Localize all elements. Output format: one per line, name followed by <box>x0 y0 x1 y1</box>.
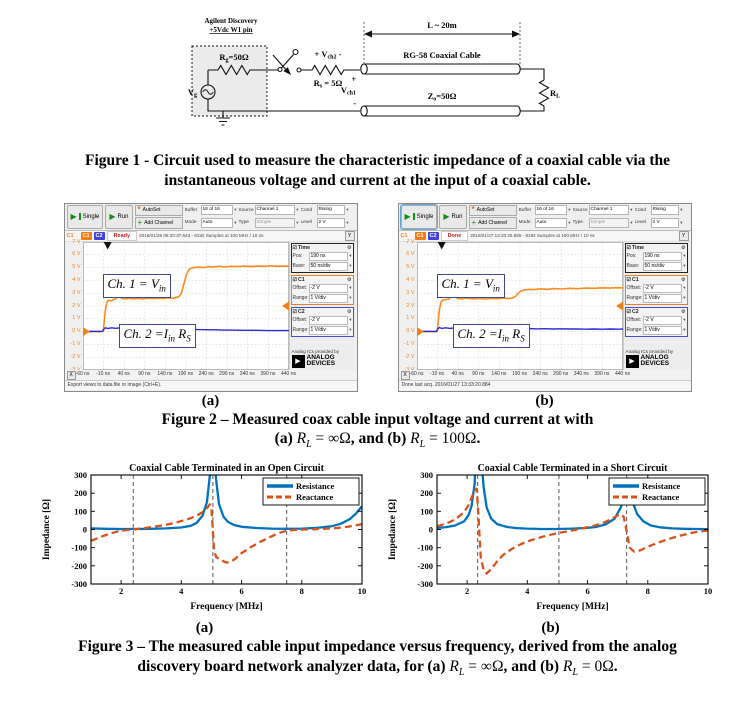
analog-devices-branding: Analog ICs provided by ▶ ANALOG DEVICES <box>291 348 339 368</box>
source-field: Source Channel 1 ▾ <box>239 205 299 217</box>
scope-status-row <box>65 231 357 242</box>
vch2-label: + Vch2 - <box>314 49 341 61</box>
figure3b-label: (b) <box>541 620 560 637</box>
ch1-label-box: Ch. $1 = V_{in}$ <box>103 274 171 299</box>
autoset-button: * AutoSet <box>469 205 517 217</box>
dropdown-icon: ▾ <box>349 317 352 323</box>
y-axis-tick-label: 0 V <box>72 328 81 335</box>
x-axis-tick-label: 290 ns <box>553 371 569 378</box>
tab-c1: C1 <box>82 232 90 239</box>
figure1-caption-line2: instantaneous voltage and current at the input of a coaxial cable. <box>164 171 591 189</box>
y-tick-label: 100 <box>73 506 87 517</box>
dropdown-icon: ▾ <box>296 207 299 213</box>
x-axis-tick-label: 40 ns <box>451 371 464 378</box>
coax-bottom-conductor <box>364 106 520 116</box>
x-axis-tick-label: 190 ns <box>511 371 528 378</box>
run-icon: ▶ <box>443 211 450 221</box>
single-icon: ▶ <box>70 211 77 221</box>
x-axis-button: X <box>401 371 410 380</box>
scope-status-row <box>399 231 691 242</box>
y-tick-label: 300 <box>419 470 433 481</box>
type-field: Type Simple ▾ <box>573 217 633 229</box>
ch2-range-field: Range: 1 V/div ▾ <box>626 326 686 334</box>
y-axis-tick-label: 0 V <box>406 328 415 335</box>
dropdown-icon: ▾ <box>683 263 686 269</box>
dropdown-icon: ▾ <box>683 327 686 333</box>
checkbox-icon: ☑ <box>292 276 297 283</box>
y-tick-label: -100 <box>70 543 87 554</box>
gear-icon: ⚙ <box>681 308 686 315</box>
tab-c2: C2 <box>95 232 103 239</box>
x-axis-tick-label: -60 ns <box>75 371 90 378</box>
zo-label: Zo=50Ω <box>427 91 456 103</box>
time-base-field: Base: 50 ns/div ▾ <box>292 262 352 270</box>
y-tick-label: -100 <box>416 543 433 554</box>
chart-ylabel: Impedance [Ω] <box>41 499 52 561</box>
y-axis-tick-label: -1 V <box>70 341 81 348</box>
legend-reactance-label: Reactance <box>295 492 333 503</box>
run-icon: ▶ <box>109 211 116 221</box>
scope-y-axis-labels <box>399 238 417 370</box>
gear-icon: ⚙ <box>347 244 352 251</box>
rs-resistor <box>301 66 360 75</box>
open-circuit-impedance-chart <box>39 462 371 614</box>
acquisition-state: Ready <box>107 231 138 241</box>
single-icon-bar <box>413 213 415 220</box>
y-axis-tick-label: 2 V <box>406 302 415 309</box>
y-axis-tick-label: 7 V <box>72 238 81 245</box>
ch2-label-box: Ch. $2 =I_{in}$ $R_S$ <box>453 324 530 349</box>
figure2a-label: (a) <box>201 392 220 409</box>
gear-icon: ⚙ <box>347 276 352 283</box>
y-axis-tick-label: 3 V <box>406 289 415 296</box>
x-axis-button: X <box>67 371 76 380</box>
autoset-icon: * <box>137 205 141 215</box>
vg-label: Vg <box>187 87 197 99</box>
dropdown-icon: ▾ <box>349 263 352 269</box>
x-axis-tick-label: 290 ns <box>219 371 235 378</box>
time-base-field: Base: 50 ns/div ▾ <box>626 262 686 270</box>
dropdown-icon: ▾ <box>234 207 237 213</box>
y-axis-tick-label: -1 V <box>404 341 415 348</box>
x-axis-tick-label: 190 ns <box>177 371 194 378</box>
scope-settings-panel <box>623 242 689 370</box>
scope-statusbar: Done last acq. 2016/01/27 13:33:20.884 <box>399 380 691 390</box>
ch2-range-field: Range: 1 V/div ▾ <box>292 326 352 334</box>
autoset-button: * AutoSet <box>135 205 183 217</box>
x-axis-tick-label: 140 ns <box>491 371 507 378</box>
figure2-row <box>0 203 755 410</box>
figure3-caption-line2: discovery board network analyzer data, for (a) $R_L = \infty\Omega$, and (b) $R_L = 0\Omega$. <box>137 658 618 679</box>
x-axis-tick-label: -60 ns <box>409 371 424 378</box>
x-tick-label: 2 <box>464 586 469 597</box>
single-button: ▶ Single <box>401 205 438 229</box>
single-button: ▶ Single <box>67 205 104 229</box>
vch1-minus: - <box>352 99 356 108</box>
figure3a-label: (a) <box>195 620 214 637</box>
scope-statusbar: Export views to data file or image (Ctrl+E). <box>65 380 357 390</box>
dropdown-icon: ▾ <box>349 253 352 259</box>
discovery-label-line2: +5Vdc W1 pin <box>208 26 253 34</box>
y-axis-button: Y <box>345 231 355 241</box>
gear-icon: ⚙ <box>681 244 686 251</box>
channel-axis-indicator: C1 <box>66 232 74 239</box>
y-tick-label: 100 <box>419 506 433 517</box>
scope-plot-area <box>417 242 623 370</box>
x-axis-tick-label: 390 ns <box>260 371 276 378</box>
legend-reactance-label: Reactance <box>641 492 679 503</box>
y-axis-tick-label: 2 V <box>72 302 81 309</box>
x-axis-tick-label: 240 ns <box>532 371 548 378</box>
x-axis-tick-label: 140 ns <box>157 371 173 378</box>
y-tick-label: 200 <box>419 488 433 499</box>
add-channel-button: + Add Channel <box>135 217 183 229</box>
switch-contact-left <box>278 68 282 72</box>
dropdown-icon: ▾ <box>346 219 349 225</box>
figure2-caption-line1: Figure 2 – Measured coax cable input voltage and current at with <box>161 410 594 428</box>
run-button: ▶ Run <box>439 205 466 229</box>
dropdown-icon: ▾ <box>683 317 686 323</box>
dropdown-icon: ▾ <box>349 295 352 301</box>
legend-resistance-label: Resistance <box>641 481 680 492</box>
y-tick-label: -200 <box>416 561 433 572</box>
acquisition-state: Done <box>441 231 469 241</box>
analog-devices-logo-icon: ▶ <box>292 355 305 368</box>
tab-c1: C1 <box>416 232 424 239</box>
x-axis-tick-label: -10 ns <box>96 371 111 378</box>
dropdown-icon: ▾ <box>683 295 686 301</box>
autoset-icon: * <box>471 205 475 215</box>
y-axis-tick-label: 7 V <box>406 238 415 245</box>
dropdown-icon: ▾ <box>346 207 349 213</box>
x-axis-tick-label: 390 ns <box>594 371 610 378</box>
time-position-field: Pos: 190 ns ▾ <box>292 252 352 260</box>
scope-y-axis-labels <box>65 238 83 370</box>
dropdown-icon: ▾ <box>349 285 352 291</box>
x-axis-tick-label: 340 ns <box>573 371 589 378</box>
chart-xlabel: Frequency [MHz] <box>189 602 263 613</box>
switch-contact-right <box>297 68 301 72</box>
channel1-settings-box: ☑ C1 ⚙ Offset: -2 V ▾ Range: 1 V/div ▾ <box>291 275 354 305</box>
add-channel-icon: + <box>471 217 477 227</box>
legend-resistance-label: Resistance <box>295 481 334 492</box>
ch1-range-field: Range: 1 V/div ▾ <box>626 294 686 302</box>
ch1-offset-field: Offset: -2 V ▾ <box>626 284 686 292</box>
scope-settings-panel <box>289 242 355 370</box>
dropdown-icon: ▾ <box>630 207 633 213</box>
figure3b-block <box>385 462 717 637</box>
analog-devices-logo-icon: ▶ <box>626 355 639 368</box>
scope-x-axis-labels <box>409 371 631 379</box>
ch2-label-box: Ch. $2 =I_{in}$ $R_S$ <box>119 324 196 349</box>
figure2b-label: (b) <box>535 392 554 409</box>
x-tick-label: 4 <box>524 586 529 597</box>
rg-label: Rg=50Ω <box>218 52 249 64</box>
x-axis-tick-label: 40 ns <box>117 371 130 378</box>
coax-top-conductor <box>364 64 520 74</box>
dropdown-icon: ▾ <box>349 327 352 333</box>
vch1-label: Vch1 <box>340 85 356 97</box>
y-tick-label: 0 <box>82 524 87 535</box>
buffer-field: Buffer 16 of 16 ▾ <box>185 205 237 217</box>
run-button: ▶ Run <box>105 205 132 229</box>
y-axis-tick-label: 5 V <box>406 264 415 271</box>
cond-field: Cond Rising ▾ <box>301 205 349 217</box>
y-tick-label: -300 <box>416 579 433 590</box>
figure3-caption-line1: Figure 3 – The measured cable input impedance versus frequency, derived from the analog <box>78 638 677 656</box>
y-axis-tick-label: 1 V <box>72 315 81 322</box>
level-field: Level 2 V ▾ <box>635 217 683 229</box>
y-axis-tick-label: 5 V <box>72 264 81 271</box>
channel2-settings-box: ☑ C2 ⚙ Offset: -2 V ▾ Range: 1 V/div ▾ <box>625 307 688 337</box>
single-icon: ▶ <box>404 211 411 221</box>
x-tick-label: 10 <box>703 586 712 597</box>
y-axis-tick-label: 4 V <box>406 277 415 284</box>
analog-devices-branding: Analog ICs provided by ▶ ANALOG DEVICES <box>625 348 673 368</box>
figure1-caption-line1: Figure 1 - Circuit used to measure the characteristic impedance of a coaxial cable via the <box>84 152 671 169</box>
dropdown-icon: ▾ <box>683 285 686 291</box>
x-axis-tick-label: 90 ns <box>472 371 485 378</box>
mode-field: Mode Auto ▾ <box>185 217 237 229</box>
scope-plot-svg <box>417 242 623 370</box>
add-channel-icon: + <box>137 217 143 227</box>
acquisition-info: 2016/01/26 09:20:37.643 - 8192 Samples at 100 MHz / 10 ns <box>139 233 264 239</box>
cable-type-label: RG-58 Coaxial Cable <box>402 50 481 60</box>
figure2-caption-line2: (a) $R_L = \infty\Omega$, and (b) $R_L = 100\Omega$. <box>274 430 481 451</box>
switch-contact-open <box>293 50 298 55</box>
acquisition-info: 2016/01/27 13:33:25.865 - 8192 Samples at 100 MHz / 10 ns <box>470 233 595 239</box>
y-axis-tick-label: 1 V <box>406 315 415 322</box>
x-tick-label: 8 <box>299 586 304 597</box>
y-axis-tick-label: 6 V <box>72 251 81 258</box>
dropdown-icon: ▾ <box>680 207 683 213</box>
y-axis-tick-label: 6 V <box>406 251 415 258</box>
y-axis-tick-label: -2 V <box>70 353 81 360</box>
x-axis-tick-label: -10 ns <box>430 371 445 378</box>
mode-field: Mode Auto ▾ <box>519 217 571 229</box>
y-tick-label: -300 <box>70 579 87 590</box>
time-position-field: Pos: 190 ns ▾ <box>626 252 686 260</box>
x-tick-label: 8 <box>645 586 650 597</box>
dropdown-icon: ▾ <box>296 219 299 225</box>
figure1-wrap <box>0 0 755 145</box>
ch2-offset-field: Offset: -2 V ▾ <box>292 316 352 324</box>
ch1-label-box: Ch. $1 = V_{in}$ <box>437 274 505 299</box>
x-tick-label: 2 <box>118 586 123 597</box>
dropdown-icon: ▾ <box>568 207 571 213</box>
x-axis-tick-label: 440 ns <box>614 371 631 378</box>
y-axis-tick-label: 3 V <box>72 289 81 296</box>
x-axis-tick-label: 440 ns <box>280 371 297 378</box>
checkbox-icon: ☑ <box>292 308 297 315</box>
cond-field: Cond Rising ▾ <box>635 205 683 217</box>
source-field: Source Channel 1 ▾ <box>573 205 633 217</box>
dropdown-icon: ▾ <box>680 219 683 225</box>
checkbox-icon: ☑ <box>626 244 631 251</box>
checkbox-icon: ☑ <box>626 308 631 315</box>
y-axis-tick-label: 4 V <box>72 277 81 284</box>
scope-plot-area <box>83 242 289 370</box>
discovery-label-line1: Agilent Discovery <box>203 17 258 25</box>
x-tick-label: 6 <box>584 586 590 597</box>
time-settings-box: ☑ Time ⚙ Pos: 190 ns ▾ Base: 50 ns/div ▾ <box>291 243 354 273</box>
single-icon-bar <box>79 213 81 220</box>
scope-x-axis-labels <box>75 371 297 379</box>
dropdown-icon: ▾ <box>234 219 237 225</box>
dropdown-icon: ▾ <box>630 219 633 225</box>
chart-xlabel: Frequency [MHz] <box>535 602 609 613</box>
scope-x-axis-row <box>65 370 357 380</box>
x-axis-tick-label: 90 ns <box>138 371 151 378</box>
x-tick-label: 6 <box>238 586 244 597</box>
ch2-offset-field: Offset: -2 V ▾ <box>626 316 686 324</box>
checkbox-icon: ☑ <box>626 276 631 283</box>
checkbox-icon: ☑ <box>292 244 297 251</box>
figure1-circuit-diagram <box>178 10 578 140</box>
rs-label: Rs = 5Ω <box>313 78 342 90</box>
x-tick-label: 4 <box>178 586 183 597</box>
channel2-settings-box: ☑ C2 ⚙ Offset: -2 V ▾ Range: 1 V/div ▾ <box>291 307 354 337</box>
oscilloscope-window <box>64 203 358 392</box>
level-field: Level 2 V ▾ <box>301 217 349 229</box>
dropdown-icon: ▾ <box>568 219 571 225</box>
x-tick-label: 10 <box>357 586 366 597</box>
y-tick-label: 200 <box>73 488 87 499</box>
y-axis-tick-label: -2 V <box>404 353 415 360</box>
figure2a-block <box>64 203 358 410</box>
add-channel-button: + Add Channel <box>469 217 517 229</box>
chart-ylabel: Impedance [Ω] <box>387 499 398 561</box>
y-tick-label: 0 <box>428 524 433 535</box>
time-settings-box: ☑ Time ⚙ Pos: 190 ns ▾ Base: 50 ns/div ▾ <box>625 243 688 273</box>
oscilloscope-window <box>398 203 692 392</box>
tab-c2: C2 <box>429 232 437 239</box>
chart-title: Coaxial Cable Terminated in a Short Circuit <box>477 463 667 475</box>
ch1-range-field: Range: 1 V/div ▾ <box>292 294 352 302</box>
buffer-field: Buffer 16 of 16 ▾ <box>519 205 571 217</box>
figure3a-block <box>39 462 371 637</box>
channel1-settings-box: ☑ C1 ⚙ Offset: -2 V ▾ Range: 1 V/div ▾ <box>625 275 688 305</box>
y-tick-label: 300 <box>73 470 87 481</box>
scope-toolbar <box>399 204 691 231</box>
gear-icon: ⚙ <box>347 308 352 315</box>
chart-title: Coaxial Cable Terminated in an Open Circuit <box>128 463 324 475</box>
channel-axis-indicator: C1 <box>400 232 408 239</box>
dropdown-icon: ▾ <box>683 253 686 259</box>
ch1-offset-field: Offset: -2 V ▾ <box>292 284 352 292</box>
length-label: L ~ 20m <box>426 20 457 30</box>
scope-x-axis-row <box>399 370 691 380</box>
figure3-row <box>0 462 755 637</box>
y-axis-button: Y <box>679 231 689 241</box>
x-axis-tick-label: 240 ns <box>198 371 214 378</box>
x-axis-tick-label: 340 ns <box>239 371 255 378</box>
scope-toolbar <box>65 204 357 231</box>
figure2b-block <box>398 203 692 410</box>
y-tick-label: -200 <box>70 561 87 572</box>
short-circuit-impedance-chart <box>385 462 717 614</box>
gear-icon: ⚙ <box>681 276 686 283</box>
scope-plot-svg <box>83 242 289 370</box>
rl-label: RL <box>549 88 560 100</box>
type-field: Type Simple ▾ <box>239 217 299 229</box>
vch1-plus: + <box>350 75 356 84</box>
rl-resistor <box>520 69 548 111</box>
